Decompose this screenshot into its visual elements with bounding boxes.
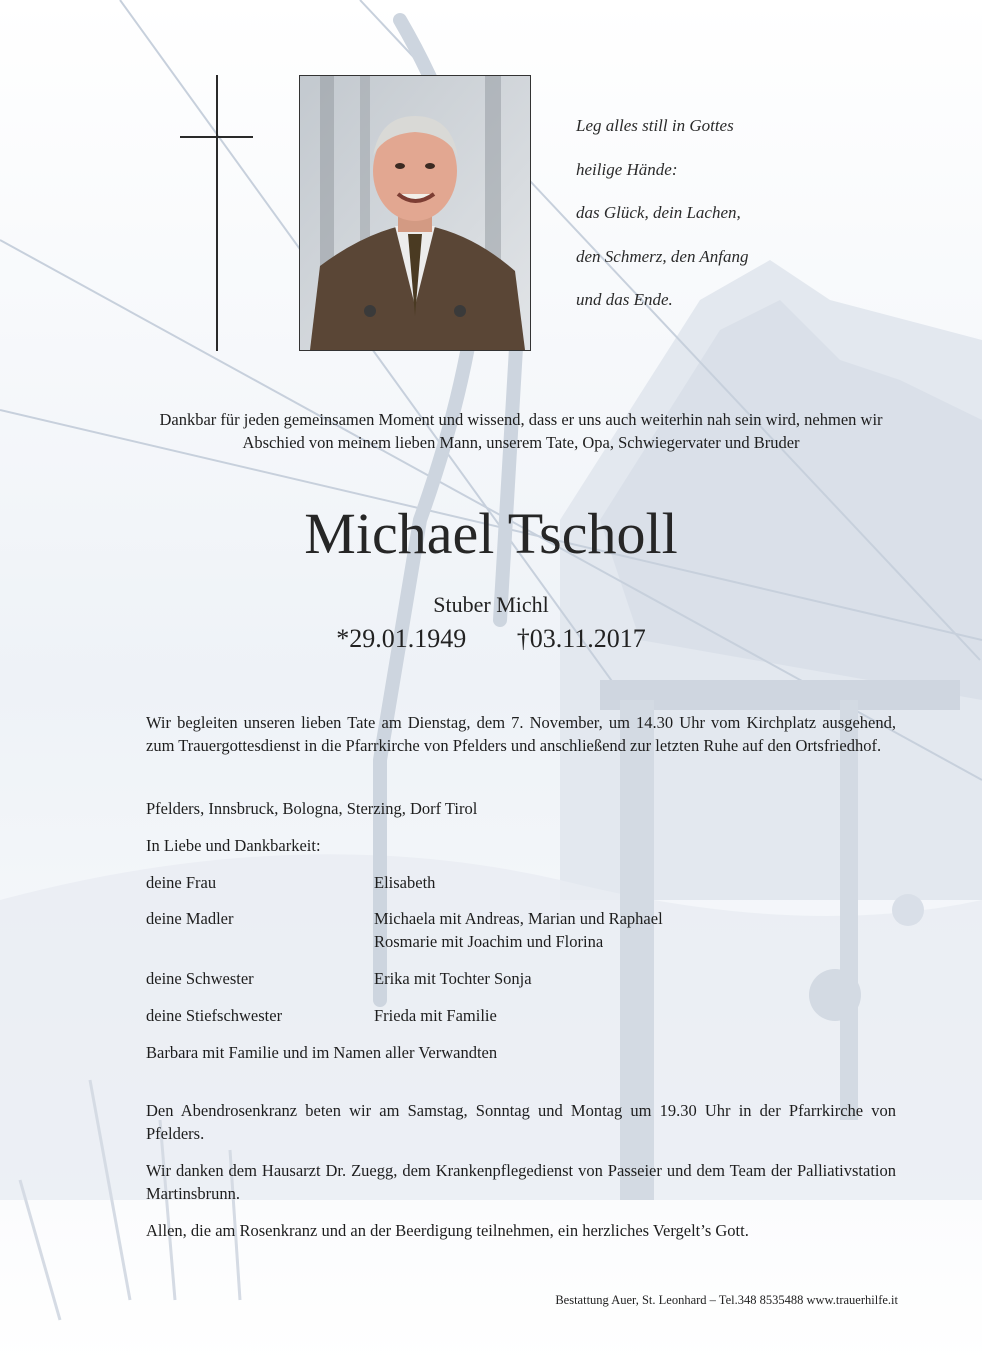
- family-names: Michaela mit Andreas, Marian und Raphael: [374, 909, 663, 928]
- portrait-illustration: [300, 76, 530, 350]
- poem-line: und das Ende.: [576, 290, 673, 309]
- footer-credit: Bestattung Auer, St. Leonhard – Tel.348 8535488 www.trauerhilfe.it: [555, 1293, 898, 1307]
- portrait-photo: [299, 75, 531, 351]
- cross-icon-vertical: [216, 75, 218, 351]
- nickname: Stuber Michl: [433, 592, 549, 617]
- family-relation: deine Madler: [146, 909, 234, 928]
- poem-line: Leg alles still in Gottes: [576, 116, 734, 135]
- thanks-text: Wir danken dem Hausarzt Dr. Zuegg, dem Krankenpflegedienst von Passeier und dem Team der Palliativstation Martinsbrunn.: [146, 1161, 896, 1203]
- deceased-name: Michael Tscholl: [304, 501, 678, 566]
- family-names: Elisabeth: [374, 873, 436, 892]
- funeral-text: Wir begleiten unseren lieben Tate am Dienstag, dem 7. November, um 14.30 Uhr vom Kirchplatz ausgehend, zum Trauergottesdienst in die Pfarrkirche von Pfelders und anschließend zur letzten Ruhe auf den Ortsfriedhof.: [146, 713, 896, 755]
- death-date: †03.11.2017: [516, 624, 646, 653]
- cross-icon-horizontal: [180, 136, 253, 138]
- poem-line: das Glück, dein Lachen,: [576, 203, 741, 222]
- family-relation: deine Schwester: [146, 969, 254, 988]
- closing-text: Allen, die am Rosenkranz und an der Beerdigung teilnehmen, ein herzliches Vergelt’s Gott.: [146, 1221, 749, 1240]
- family-names: Frieda mit Familie: [374, 1006, 497, 1025]
- poem-line: heilige Hände:: [576, 159, 678, 179]
- poem: [576, 112, 806, 330]
- family-relation: deine Stiefschwester: [146, 1006, 283, 1025]
- intro-text: Dankbar für jeden gemeinsamen Moment und wissend, dass er uns auch weiterhin nah sein wird, nehmen wir Abschied von meinem lieben Mann, unserem Tate, Opa, Schwiegervater und Bruder: [159, 410, 883, 452]
- places-text: Pfelders, Innsbruck, Bologna, Sterzing, Dorf Tirol: [146, 799, 478, 818]
- family-relation: deine Frau: [146, 873, 217, 892]
- rosary-text: Den Abendrosenkranz beten wir am Samstag, Sonntag und Montag um 19.30 Uhr in der Pfarrkirche von Pfelders.: [146, 1101, 896, 1143]
- relatives-text: Barbara mit Familie und im Namen aller Verwandten: [146, 1043, 498, 1062]
- life-dates: [0, 624, 982, 654]
- poem-line: den Schmerz, den Anfang: [576, 246, 749, 266]
- love-label: In Liebe und Dankbarkeit:: [146, 836, 321, 855]
- birth-date: *29.01.1949: [336, 624, 467, 653]
- family-names: Rosmarie mit Joachim und Florina: [374, 932, 604, 951]
- family-names: Erika mit Tochter Sonja: [374, 969, 532, 988]
